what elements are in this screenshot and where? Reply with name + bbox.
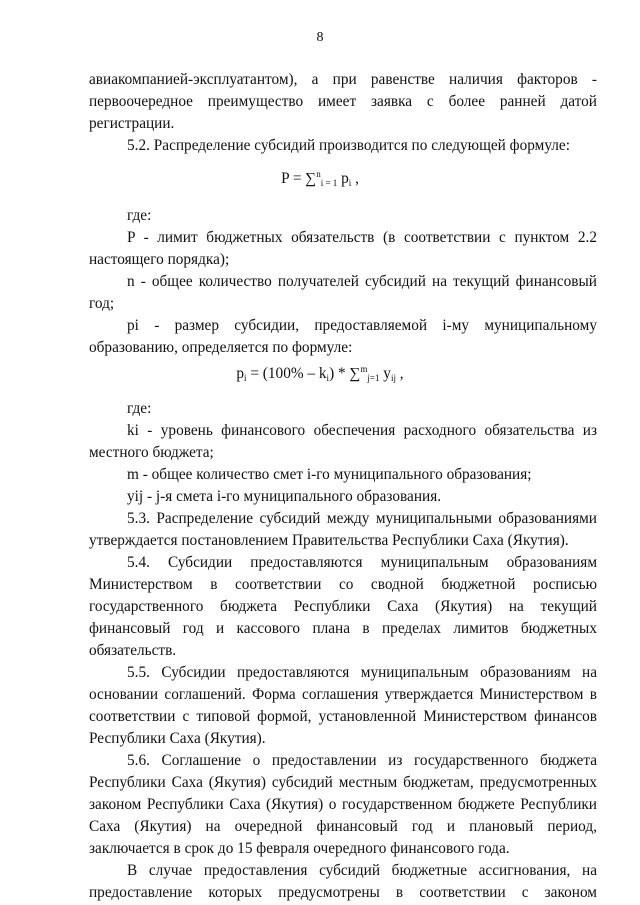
formula-term: p (341, 170, 349, 187)
paragraph-line: n - общее количество получателей субсидий на текущий финансовый (127, 273, 597, 290)
paragraph-line: год; (89, 295, 115, 312)
paragraph-line: образованию, определяется по формуле: (89, 339, 353, 356)
paragraph-line: предоставление которых предусмотрены в соответствии с законом (89, 884, 597, 901)
formula-pi (0, 358, 640, 389)
sum-lower: i = 1 (320, 178, 338, 188)
paragraph-line: 5.6. Соглашение о предоставлении из государственного бюджета (127, 752, 597, 769)
formula-lhs: P = (281, 170, 306, 187)
sum-symbol: ∑ (305, 170, 317, 187)
paragraph-line: настоящего порядка); (89, 251, 230, 268)
paragraph-line: регистрации. (89, 115, 175, 132)
sum-upper: m (360, 364, 368, 374)
paragraph-line: обязательств. (89, 642, 177, 659)
formula-lhs-sub: i (244, 373, 247, 383)
sum-symbol: ∑ (349, 365, 361, 382)
paragraph-line: m - общее количество смет i-го муниципального образования; (127, 466, 532, 483)
sum-limits (316, 163, 337, 194)
paragraph-line: Саха (Якутия) на очередной финансовый год и плановый период, (89, 818, 597, 835)
paragraph-line: P - лимит бюджетных обязательств (в соответствии с пунктом 2.2 (127, 229, 597, 246)
paragraph-line: законом Республики Саха (Якутия) о государственном бюджете Республики (89, 796, 597, 813)
paragraph-line: 5.2. Распределение субсидий производится по следующей формуле: (127, 137, 570, 154)
formula-tail: , (351, 170, 359, 187)
paragraph-line: заключается в срок до 15 февраля очередного финансового года. (89, 840, 510, 857)
paragraph-line: местного бюджета; (89, 444, 214, 461)
formula-term-sub: i (348, 178, 352, 188)
paragraph-line: yij - j-я смета i-го муниципального образования. (127, 488, 442, 505)
paragraph-line: утверждается постановлением Правительства Республики Саха (Якутия). (89, 532, 569, 549)
sum-lower: j=1 (367, 373, 380, 383)
paragraph-line: Республики Саха (Якутия) субсидий местным бюджетам, предусмотренных (89, 774, 597, 791)
formula-k-sub: i (326, 373, 330, 383)
paragraph-line: где: (127, 207, 152, 224)
paragraph-line: 5.5. Субсидии предоставляются муниципальным образованиям на (127, 664, 597, 681)
formula-term-sub: ij (390, 373, 396, 383)
paragraph-line: авиакомпанией-эксплуатантом), а при равенстве наличия факторов - (89, 71, 597, 88)
formula-tail: , (395, 365, 404, 382)
paragraph-line: соответствии с типовой формой, установленной Министерством финансов (89, 708, 597, 725)
formula-sum-p (0, 163, 640, 194)
paragraph-line: первоочередное преимущество имеет заявка с более ранней датой (89, 93, 597, 110)
formula-lhs: p (236, 365, 245, 382)
paragraph-line: ki - уровень финансового обеспечения расходного обязательства из (127, 422, 597, 439)
formula-eq: = (100% – k (246, 365, 327, 382)
paragraph-line: pi - размер субсидии, предоставляемой i-му муниципальному (127, 317, 597, 334)
sum-upper: n (316, 169, 321, 179)
formula-term: y (383, 365, 391, 382)
formula-mid: ) * (329, 365, 350, 382)
paragraph-line: Министерством в соответствии со сводной бюджетной росписью (89, 576, 597, 593)
paragraph-line: основании соглашений. Форма соглашения утверждается Министерством в (89, 686, 597, 703)
paragraph-line: Республики Саха (Якутия). (89, 730, 266, 747)
paragraph-line: 5.3. Распределение субсидий между муниципальными образованиями (127, 510, 597, 527)
page-number: 8 (316, 30, 324, 45)
sum-limits (360, 358, 379, 389)
paragraph-line: 5.4. Субсидии предоставляются муниципальным образованиям (127, 554, 597, 571)
paragraph-line: В случае предоставления субсидий бюджетные ассигнования, на (127, 862, 597, 879)
paragraph-line: где: (127, 400, 152, 417)
paragraph-line: государственного бюджета Республики Саха (Якутия) на текущий (89, 598, 597, 615)
paragraph-line: финансовый год и кассового плана в пределах лимитов бюджетных (89, 620, 597, 637)
